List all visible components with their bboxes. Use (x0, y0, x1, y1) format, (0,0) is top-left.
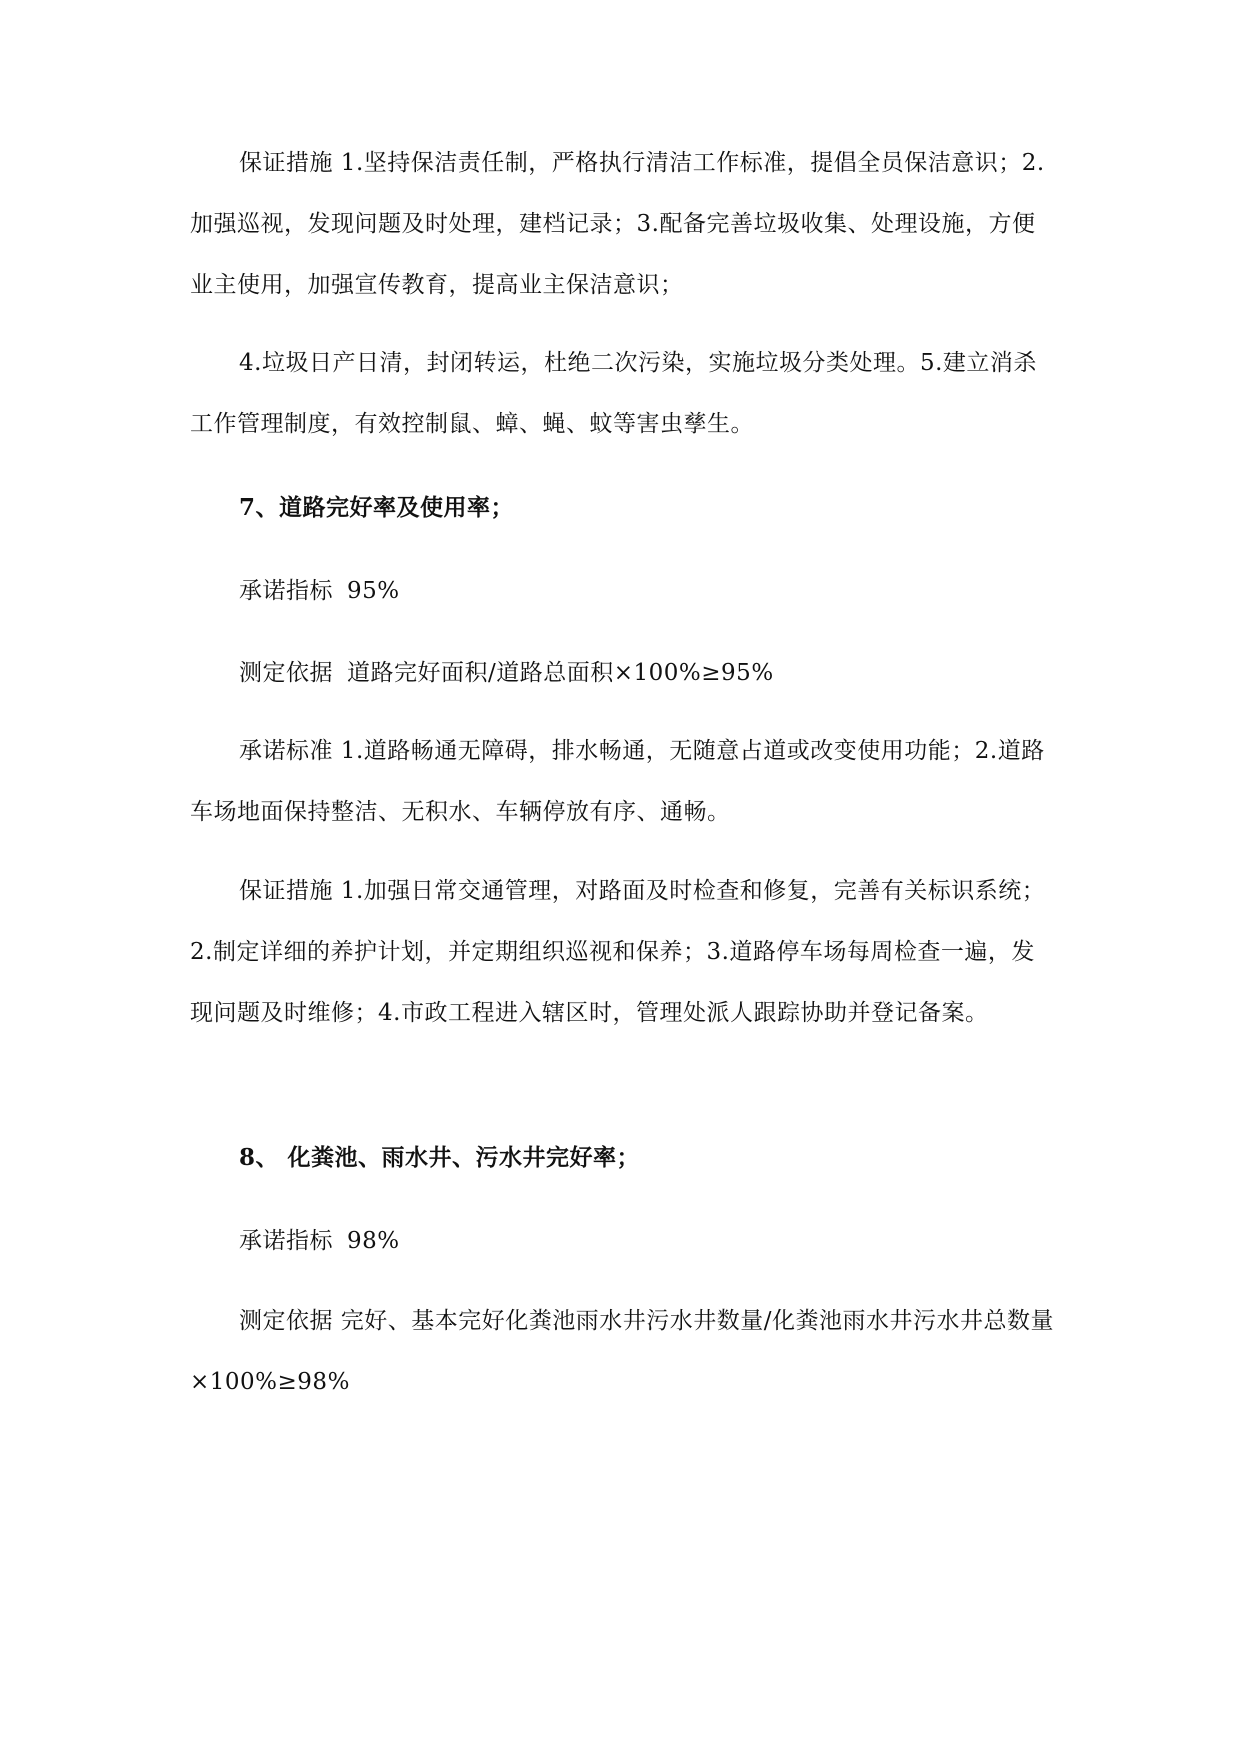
sec8-heading: 8、 化粪池、雨水井、污水井完好率； (239, 1144, 641, 1171)
sec8-basis-paragraph: 测定依据 完好、基本完好化粪池雨水井污水井数量/化粪池雨水井污水井总数量×100%≥98% (190, 1308, 1055, 1395)
sec7-indicator-line (239, 571, 400, 611)
sec7-basis-value: 道路完好面积/道路总面积×100%≥95% (347, 660, 774, 686)
sec7-indicator-label: 承诺指标 (239, 578, 333, 604)
sec6-measures-continued-paragraph: 4.垃圾日产日清，封闭转运，杜绝二次污染，实施垃圾分类处理。5.建立消杀工作管理制度，有效控制鼠、蟑、蝇、蚊等害虫孳生。 (190, 350, 1037, 437)
sec8-indicator-line (239, 1221, 400, 1261)
sec7-standard-paragraph: 承诺标准 1.道路畅通无障碍，排水畅通，无随意占道或改变使用功能；2.道路车场地面保持整洁、无积水、车辆停放有序、通畅。 (190, 738, 1045, 825)
sec7-basis-label: 测定依据 (239, 660, 333, 686)
sec7-basis-line (239, 653, 774, 693)
sec8-indicator-label: 承诺指标 (239, 1228, 333, 1254)
sec7-heading: 7、道路完好率及使用率； (239, 494, 515, 521)
sec7-indicator-value: 95% (347, 578, 400, 604)
sec8-indicator-value: 98% (347, 1228, 400, 1254)
sec6-measures-paragraph: 保证措施 1.坚持保洁责任制，严格执行清洁工作标准，提倡全员保洁意识；2.加强巡视，发现问题及时处理，建档记录；3.配备完善垃圾收集、处理设施，方便业主使用，加强宣传教育，提高业主保洁意识； (190, 150, 1045, 298)
sec7-measures-paragraph: 保证措施 1.加强日常交通管理，对路面及时检查和修复，完善有关标识系统；2.制定详细的养护计划，并定期组织巡视和保养；3.道路停车场每周检查一遍，发现问题及时维修；4.市政工程进入辖区时，管理处派人跟踪协助并登记备案。 (190, 878, 1046, 1026)
